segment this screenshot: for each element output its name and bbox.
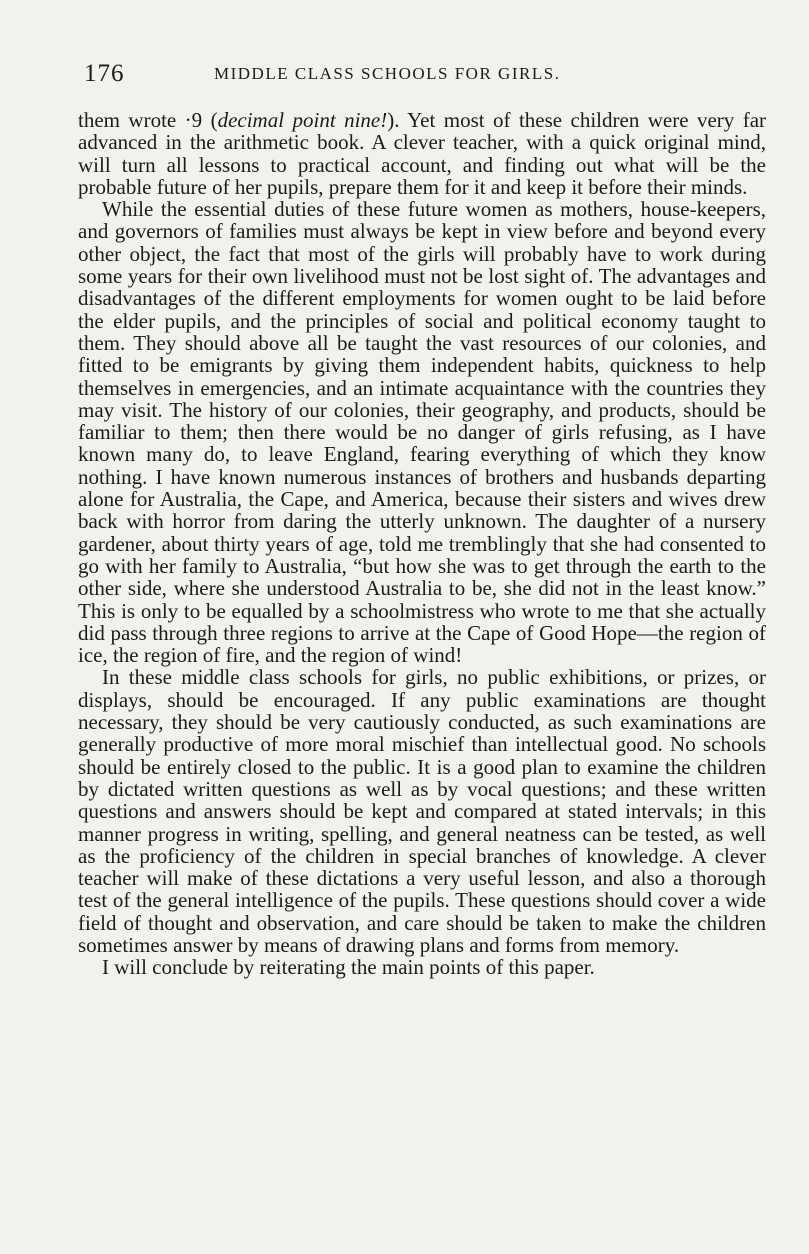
paragraph-2: While the essential duties of these future women as mothers, house-keepers, and governors of families must always be kept in view before and beyond every other object, the fact that most of the girls will probably have to work during some years for their own livelihood must not be lost sight of. The advantages and disadvantages of the different employments for women ought to be laid before the elder pupils, and the principles of social and political economy taught to them. They should above all be taught the vast resources of our colonies, and fitted to be emigrants by giving them independent habits, quickness to help themselves in emergencies, and an intimate acquaintance with the countries they may visit. The history of our colonies, their geography, and products, should be familiar to them; then there would be no danger of girls refusing, as I have known many do, to leave England, fearing everything of which they know nothing. I have known numerous instances of brothers and husbands departing alone for Australia, the Cape, and America, because their sisters and wives drew back with horror from daring the utterly unknown. The daughter of a nursery gardener, about thirty years of age, told me tremblingly that she had consented to go with her family to Australia, “but how she was to get through the earth to the other side, where she understood Australia to be, she did not in the least know.” This is only to be equalled by a schoolmistress who wrote to me that she actually did pass through three regions to arrive at the Cape of Good Hope—the region of ice, the region of fire, and the region of wind!: [78, 197, 766, 668]
page-header: [84, 60, 764, 94]
paragraph-4: I will conclude by reiterating the main points of this paper.: [102, 955, 595, 980]
paragraph-3: In these middle class schools for girls, no public exhibitions, or prizes, or displays, should be encouraged. If any public examinations are thought necessary, they should be very cautiously conducted, as such examinations are generally productive of more moral mischief than intellectual good. No schools should be entirely closed to the public. It is a good plan to examine the children by dictated written questions as well as by vocal questions; and these written questions and answers should be kept and compared at stated intervals; in this manner progress in writing, spelling, and general neatness can be tested, as well as the proficiency of the children in special branches of knowledge. A clever teacher will make of these dictations a very useful lesson, and also a thorough test of the general intelligence of the pupils. These questions should cover a wide field of thought and observation, and care should be taken to make the children sometimes answer by means of drawing plans and forms from memory.: [78, 665, 766, 957]
page-number: 176: [84, 60, 125, 87]
paragraph-1: [78, 109, 766, 198]
body-text: [78, 109, 766, 979]
paragraph-1-pre: them wrote ·9 (: [78, 108, 218, 132]
running-title: MIDDLE CLASS SCHOOLS FOR GIRLS.: [214, 64, 561, 83]
paragraph-1-italic: decimal point nine!: [217, 108, 388, 132]
paragraph-1-post: ). Yet most of these children were very far advanced in the arithmetic book. A clever teacher, with a quick original mind, will turn all lessons to practical account, and finding out what will be the probable future of her pupils, prepare them for it and keep it before their minds.: [78, 108, 767, 199]
